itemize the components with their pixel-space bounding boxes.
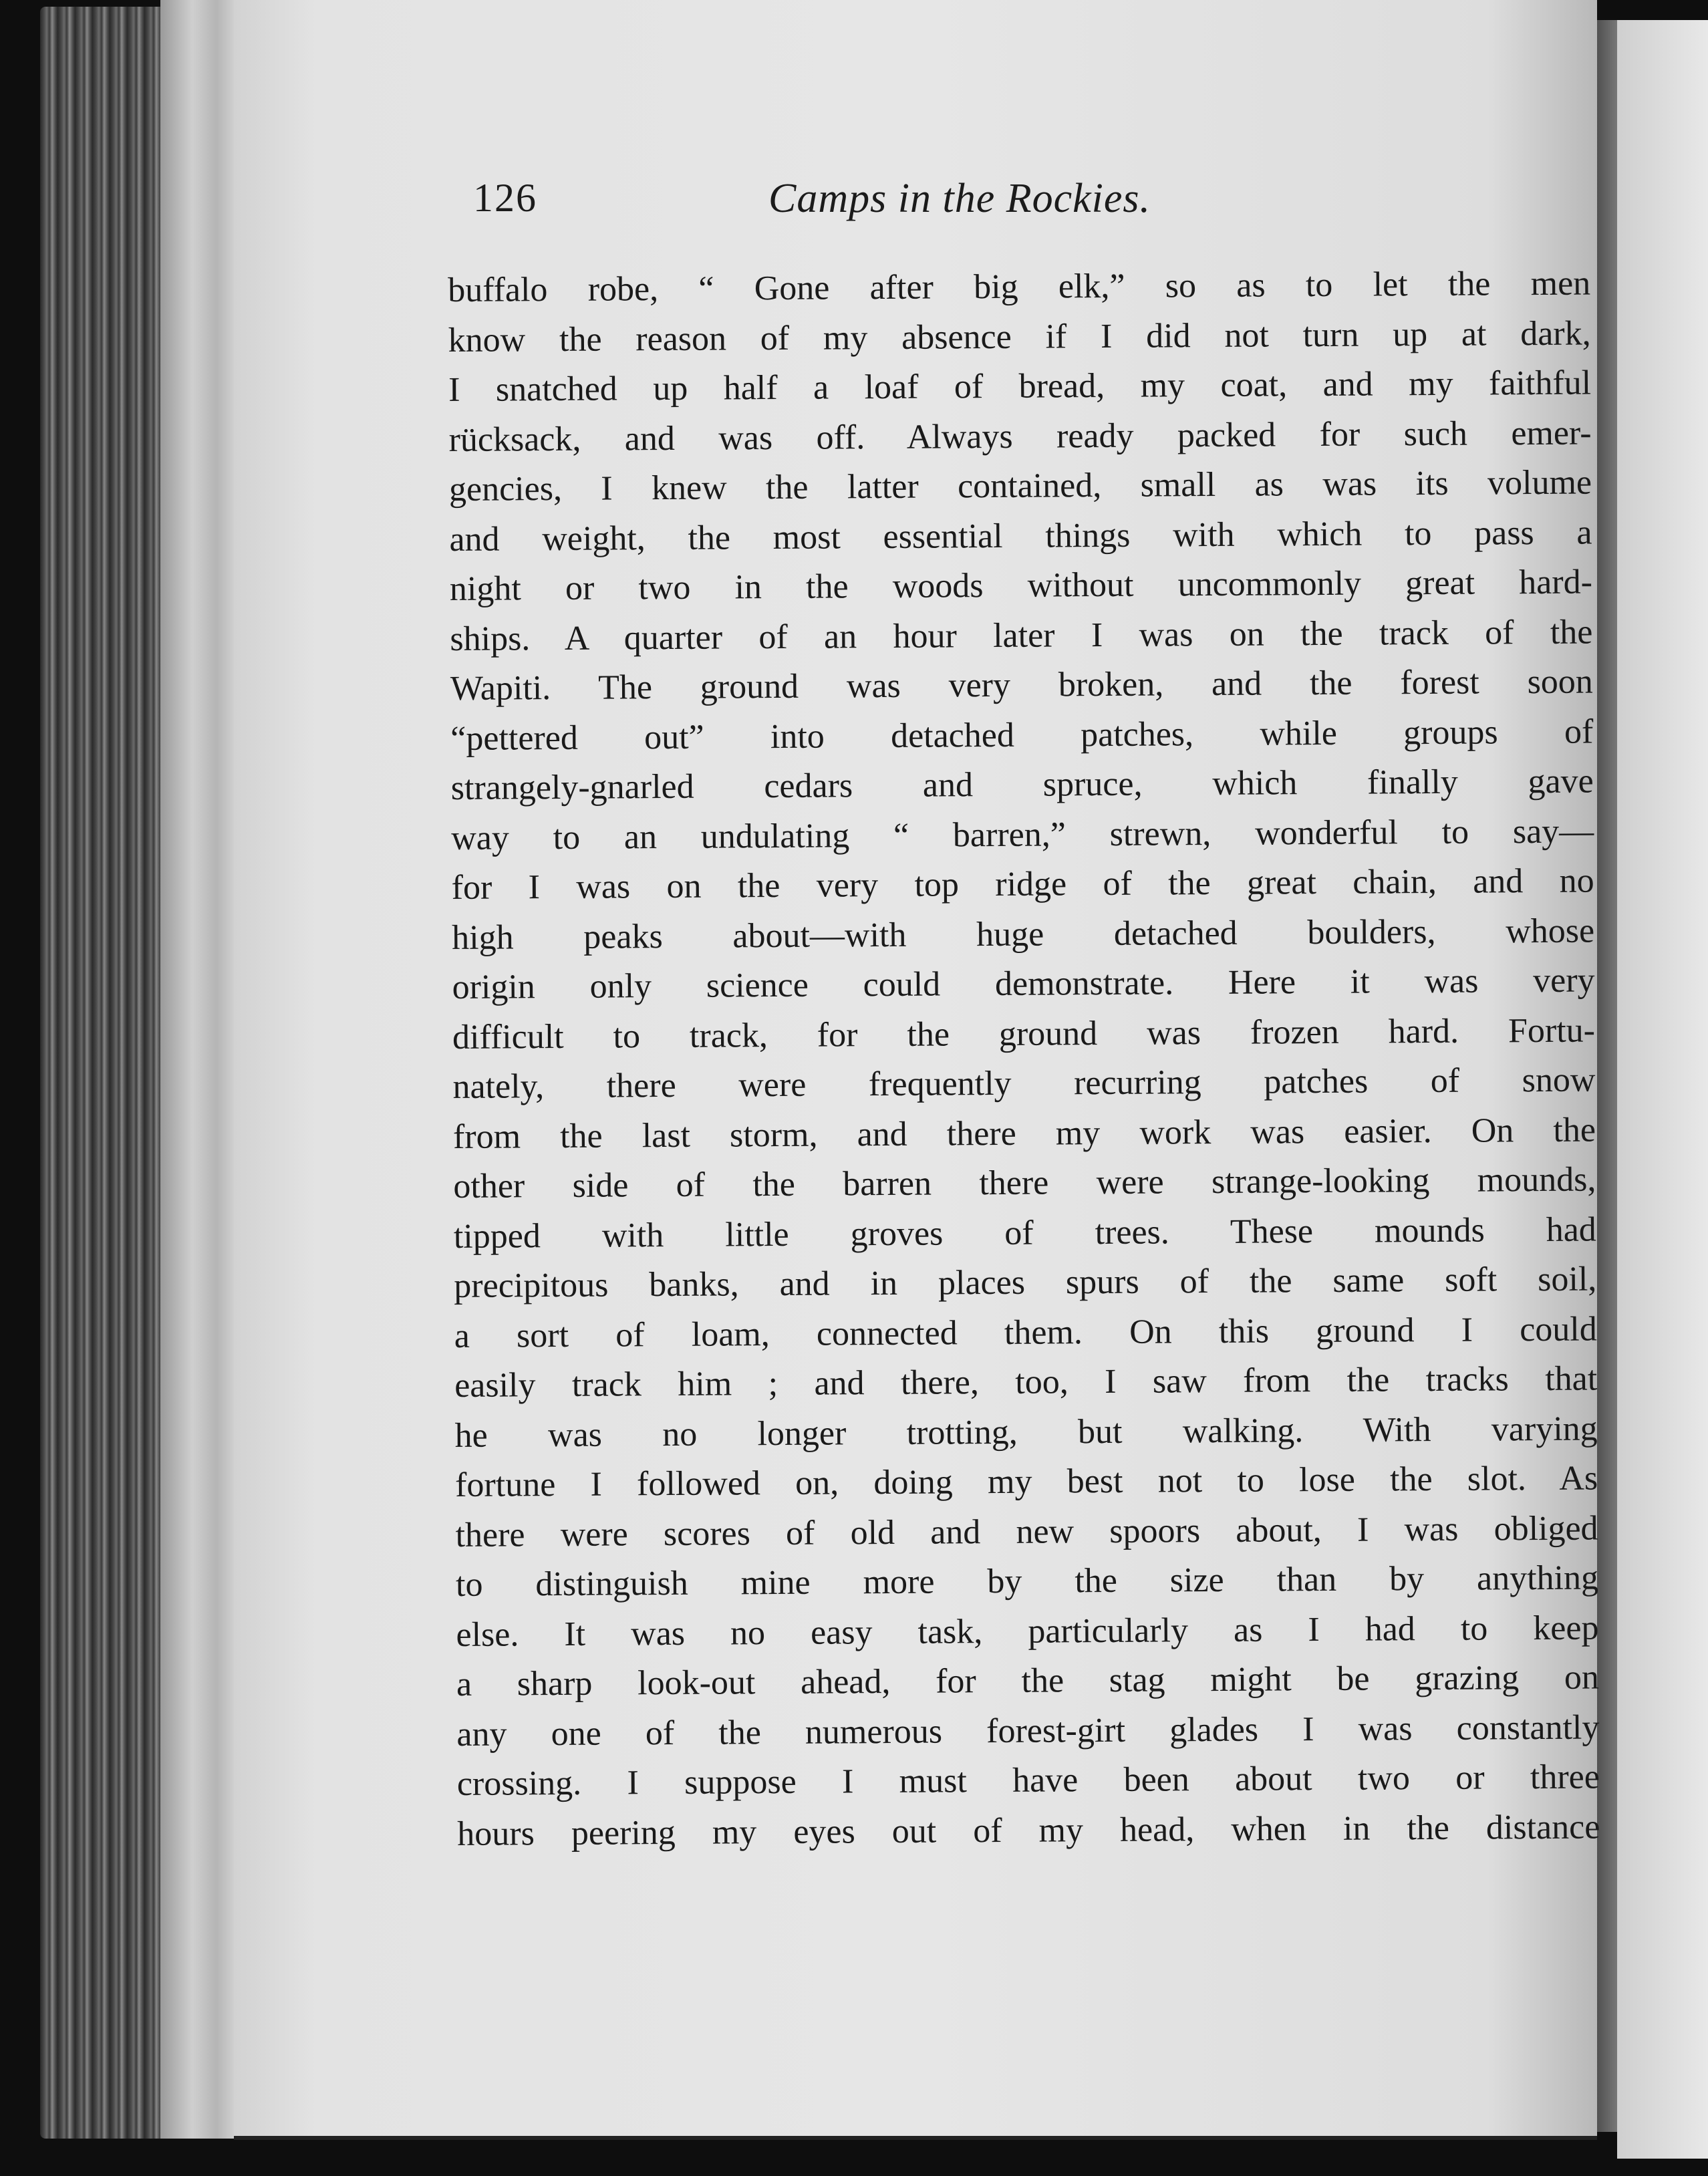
text-line: “pettered out” into detached patches, while groups of bbox=[450, 712, 1594, 758]
body-text bbox=[448, 259, 1600, 1859]
text-line: any one of the numerous forest-girt glades I was constantly bbox=[456, 1708, 1600, 1754]
text-line: for I was on the very top ridge of the great chain, and no bbox=[451, 861, 1594, 907]
text-line: there were scores of old and new spoors about, I was obliged bbox=[455, 1509, 1598, 1554]
text-line: and weight, the most essential things with which to pass a bbox=[449, 513, 1592, 559]
text-line: night or two in the woods without uncommonly great hard- bbox=[449, 563, 1593, 608]
text-line: crossing. I suppose I must have been about two or three bbox=[456, 1758, 1600, 1803]
text-line: buffalo robe, “ Gone after big elk,” so as to let the men bbox=[448, 264, 1591, 309]
text-line: difficult to track, for the ground was frozen hard. Fortu- bbox=[452, 1011, 1596, 1057]
text-line: fortune I followed on, doing my best not to lose the slot. As bbox=[454, 1459, 1598, 1504]
text-line: I snatched up half a loaf of bread, my coat, and my faithful bbox=[448, 364, 1592, 409]
text-line: gencies, I knew the latter contained, small as was its volume bbox=[448, 463, 1592, 509]
text-line: a sharp look-out ahead, for the stag might be grazing on bbox=[456, 1658, 1600, 1704]
page-number: 126 bbox=[473, 176, 537, 220]
text-line: to distinguish mine more by the size than by anything bbox=[455, 1558, 1599, 1604]
text-line: he was no longer trotting, but walking. With varying bbox=[454, 1409, 1598, 1455]
text-line: hours peering my eyes out of my head, when in the distance bbox=[457, 1808, 1600, 1853]
text-line: from the last storm, and there my work was easier. On the bbox=[452, 1111, 1596, 1156]
text-line: way to an undulating “ barren,” strewn, wonderful to say— bbox=[451, 812, 1594, 857]
text-line: tipped with little groves of trees. These mounds had bbox=[453, 1210, 1597, 1256]
page-edges-highlight bbox=[160, 0, 241, 2139]
running-head: Camps in the Rockies. bbox=[768, 176, 1151, 221]
text-line: high peaks about—with huge detached boulders, whose bbox=[451, 912, 1595, 957]
text-line: Wapiti. The ground was very broken, and the forest soon bbox=[450, 662, 1594, 708]
page-header bbox=[234, 175, 1597, 242]
text-line: a sort of loam, connected them. On this ground I could bbox=[454, 1310, 1597, 1355]
text-line: strangely-gnarled cedars and spruce, which finally gave bbox=[450, 762, 1594, 807]
text-line: rücksack, and was off. Always ready packed for such emer- bbox=[448, 414, 1592, 459]
text-line: know the reason of my absence if I did not turn up at dark, bbox=[448, 314, 1591, 360]
text-line: ships. A quarter of an hour later I was on the track of the bbox=[450, 613, 1593, 658]
book-page bbox=[234, 0, 1600, 2140]
text-line: easily track him ; and there, too, I saw from the tracks that bbox=[454, 1359, 1598, 1405]
text-line: origin only science could demonstrate. Here it was very bbox=[452, 961, 1595, 1006]
text-line: precipitous banks, and in places spurs of the same soft soil, bbox=[454, 1260, 1597, 1305]
facing-page-edge bbox=[1617, 20, 1708, 2159]
text-line: else. It was no easy task, particularly as I had to keep bbox=[456, 1609, 1599, 1654]
text-line: nately, there were frequently recurring patches of snow bbox=[452, 1061, 1596, 1106]
text-line: other side of the barren there were strange-looking mounds, bbox=[453, 1160, 1596, 1206]
